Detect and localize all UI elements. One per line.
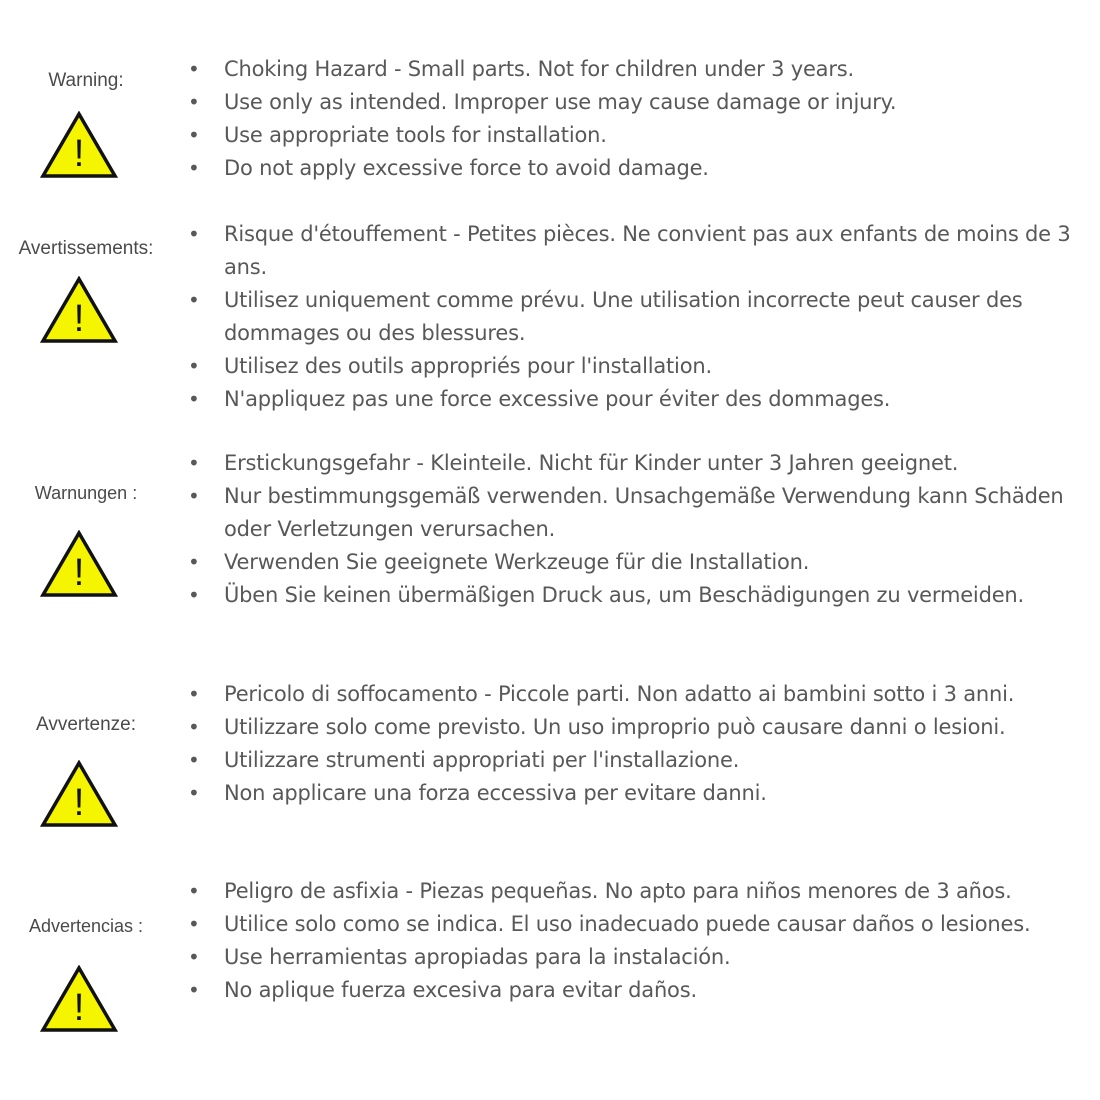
section-label: Warning: <box>48 70 124 91</box>
warning-section-en <box>0 53 1100 188</box>
warning-triangle-icon <box>40 965 118 1033</box>
list-item <box>186 383 1098 416</box>
list-item <box>186 546 1098 579</box>
item-text: Choking Hazard - Small parts. Not for children under 3 years. <box>224 57 854 81</box>
item-text: Verwenden Sie geeignete Werkzeuge für die Installation. <box>224 550 810 574</box>
bullet: • <box>188 156 200 180</box>
list-item <box>186 350 1098 383</box>
bullet: • <box>188 748 200 772</box>
warning-triangle-icon <box>40 530 118 598</box>
warning-list <box>186 875 1098 1007</box>
bullet: • <box>188 912 200 936</box>
item-text: Erstickungsgefahr - Kleinteile. Nicht für Kinder unter 3 Jahren geeignet. <box>224 451 959 475</box>
item-text: N'appliquez pas une force excessive pour éviter des dommages. <box>224 387 891 411</box>
list-item <box>186 711 1098 744</box>
item-text: Utilizzare strumenti appropriati per l'installazione. <box>224 748 740 772</box>
list-item <box>186 447 1098 480</box>
item-text: Utilice solo como se indica. El uso inadecuado puede causar daños o lesiones. <box>224 912 1031 936</box>
bullet: • <box>188 682 200 706</box>
bullet: • <box>188 57 200 81</box>
list-item <box>186 777 1098 810</box>
svg-text:!: ! <box>73 552 85 594</box>
warning-list <box>186 447 1098 612</box>
bullet: • <box>188 978 200 1002</box>
bullet: • <box>188 550 200 574</box>
list-item <box>186 941 1098 974</box>
list-item <box>186 480 1098 546</box>
warning-triangle-icon <box>40 760 118 828</box>
bullet: • <box>188 945 200 969</box>
warning-list <box>186 678 1098 810</box>
item-text: Use appropriate tools for installation. <box>224 123 607 147</box>
list-item <box>186 218 1098 284</box>
section-label: Avertissements: <box>18 238 154 259</box>
list-item <box>186 152 1098 185</box>
list-item <box>186 974 1098 1007</box>
item-text: Peligro de asfixia - Piezas pequeñas. No apto para niños menores de 3 años. <box>224 879 1012 903</box>
bullet: • <box>188 222 200 246</box>
list-item <box>186 86 1098 119</box>
warning-triangle-icon <box>40 111 118 179</box>
item-text: Use only as intended. Improper use may cause damage or injury. <box>224 90 897 114</box>
list-item <box>186 908 1098 941</box>
list-item <box>186 284 1098 350</box>
bullet: • <box>188 123 200 147</box>
item-text: Risque d'étouffement - Petites pièces. Ne convient pas aux enfants de moins de 3 ans. <box>224 222 1071 279</box>
svg-text:!: ! <box>73 298 85 340</box>
bullet: • <box>188 387 200 411</box>
item-text: Utilisez des outils appropriés pour l'installation. <box>224 354 712 378</box>
list-item <box>186 744 1098 777</box>
list-item <box>186 53 1098 86</box>
svg-text:!: ! <box>73 987 85 1029</box>
svg-text:!: ! <box>73 782 85 824</box>
bullet: • <box>188 484 200 508</box>
list-item <box>186 119 1098 152</box>
warning-section-fr <box>0 218 1100 418</box>
bullet: • <box>188 90 200 114</box>
bullet: • <box>188 715 200 739</box>
warning-list <box>186 218 1098 416</box>
warning-section-it <box>0 678 1100 848</box>
svg-text:!: ! <box>73 133 85 175</box>
list-item <box>186 875 1098 908</box>
bullet: • <box>188 451 200 475</box>
bullet: • <box>188 583 200 607</box>
bullet: • <box>188 781 200 805</box>
item-text: Use herramientas apropiadas para la instalación. <box>224 945 731 969</box>
item-text: Utilizzare solo come previsto. Un uso improprio può causare danni o lesioni. <box>224 715 1006 739</box>
warning-list <box>186 53 1098 185</box>
section-label: Avvertenze: <box>36 714 136 735</box>
list-item <box>186 678 1098 711</box>
item-text: Nur bestimmungsgemäß verwenden. Unsachgemäße Verwendung kann Schäden oder Verletzungen verursachen. <box>224 484 1064 541</box>
section-label: Warnungen : <box>34 483 138 503</box>
item-text: No aplique fuerza excesiva para evitar daños. <box>224 978 697 1002</box>
list-item <box>186 579 1098 612</box>
item-text: Üben Sie keinen übermäßigen Druck aus, um Beschädigungen zu vermeiden. <box>224 583 1025 607</box>
bullet: • <box>188 879 200 903</box>
warning-section-es <box>0 875 1100 1055</box>
section-label: Advertencias : <box>28 916 144 936</box>
item-text: Non applicare una forza eccessiva per evitare danni. <box>224 781 767 805</box>
bullet: • <box>188 288 200 312</box>
bullet: • <box>188 354 200 378</box>
warning-section-de <box>0 447 1100 647</box>
warning-triangle-icon <box>40 276 118 344</box>
item-text: Utilisez uniquement comme prévu. Une utilisation incorrecte peut causer des dommages ou des blessures. <box>224 288 1023 345</box>
item-text: Do not apply excessive force to avoid damage. <box>224 156 709 180</box>
item-text: Pericolo di soffocamento - Piccole parti. Non adatto ai bambini sotto i 3 anni. <box>224 682 1015 706</box>
